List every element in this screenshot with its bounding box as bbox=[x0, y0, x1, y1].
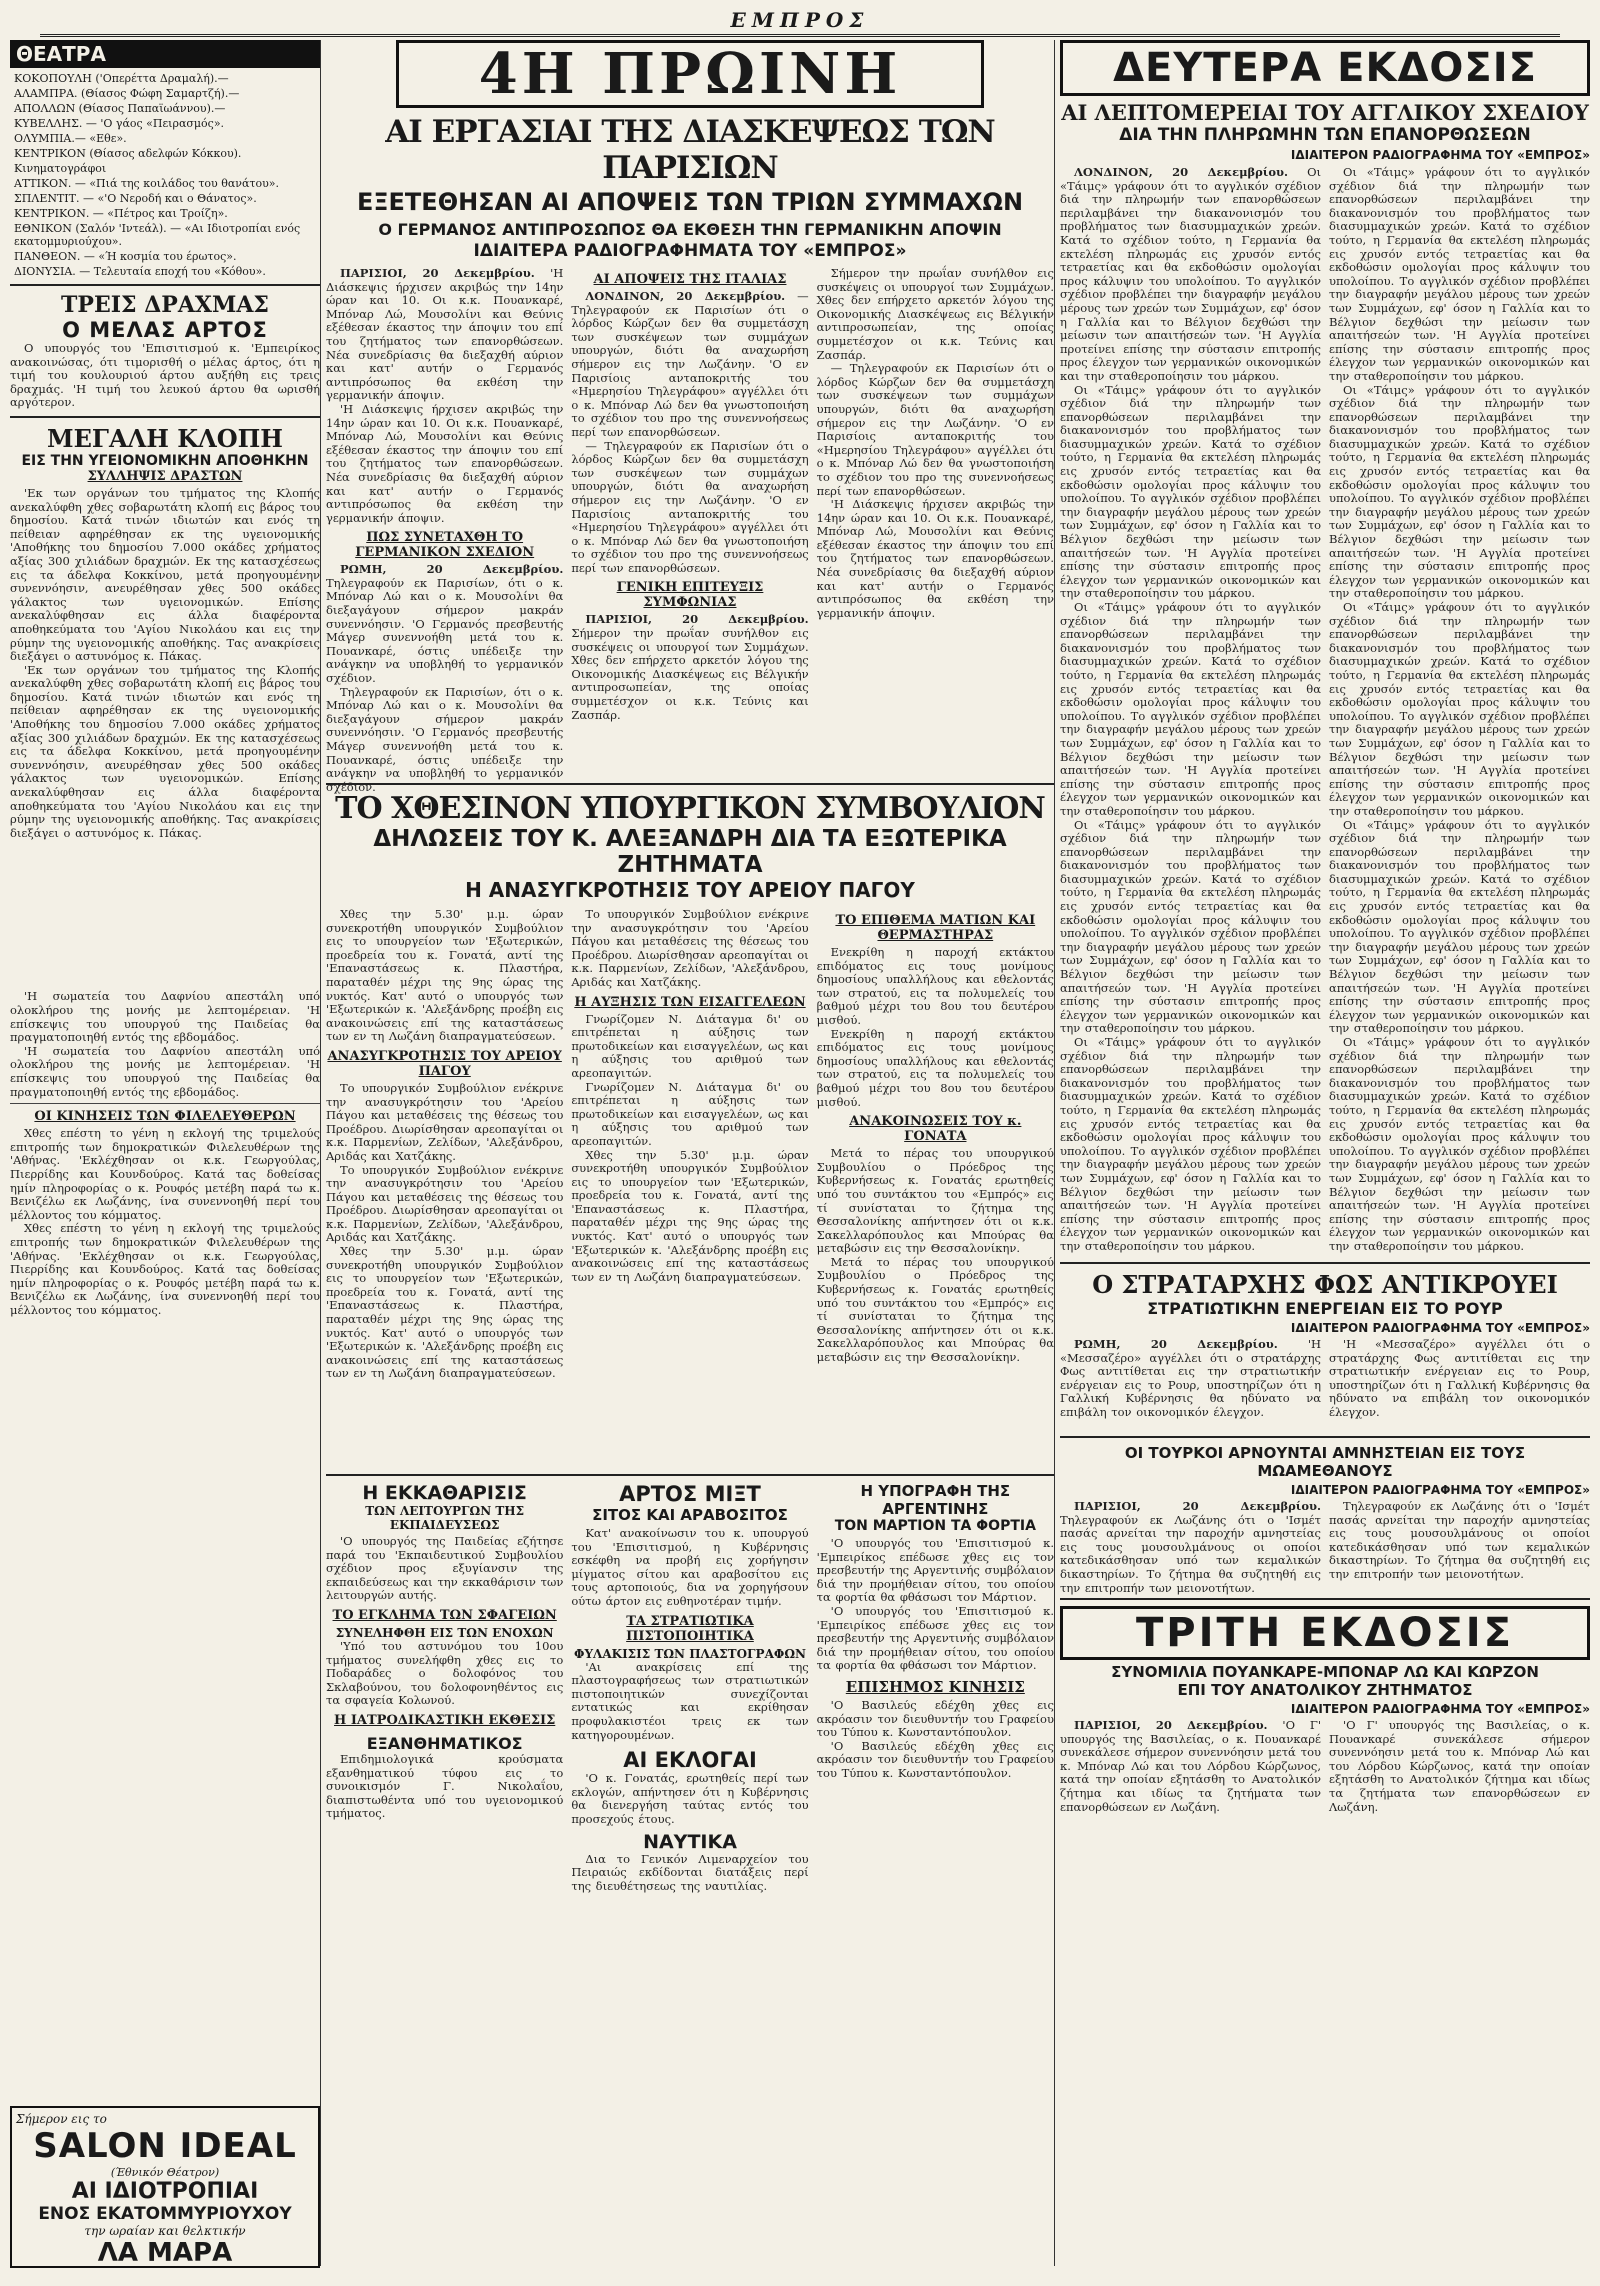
ad-film-title-1: ΑΙ ΙΔΙΟΤΡΟΠΙΑΙ bbox=[71, 2179, 259, 2204]
blank-area bbox=[10, 840, 320, 990]
stratiot-heading: ΤΑ ΣΤΡΑΤΙΩΤΙΚΑ ΠΙΣΤΟΠΟΙΗΤΙΚΑ bbox=[626, 1613, 754, 1644]
newspaper-name: ΕΜΠΡΟΣ bbox=[730, 8, 870, 32]
bread-text: Ο υπουργός του 'Επισιτισμού κ. 'Εμπειρίκος ανακοινώσας, ότι τιμορισθή ο μέλας άρτος, ότι η τιμή του κουλουριού άρτου αυξήθη εις τρεις δραχμάς. 'Η τιμή του λευκού άρτου θα ωρισθή αργότερον. bbox=[10, 341, 320, 410]
german-plan-heading: ΠΩΣ ΣΥΝΕΤΑΧΘΗ ΤΟ ΓΕΡΜΑΝΙΚΟΝ ΣΧΕΔΙΟΝ bbox=[355, 530, 535, 561]
gonata-text-continued: Μετά το πέρας του υπουργικού Συμβουλίου ο Πρόεδρος της Κυβερνήσεως κ. Γονατάς ερωτηθείς υπό του συντάκτου του «Εμπρός» εις τί συνίσταται το ζήτημα της Θεσσαλονίκης απήντησεν ότι οι κ.κ. Σακελλαρόπουλος και Μπούρας θα μεταβώσιν εις την Θεσσαλονίκην. bbox=[816, 1254, 1054, 1365]
right-london-text-2: Οι «Τάιμς» γράφουν ότι το αγγλικόν σχέδιον διά την πληρωμήν των επανορθώσεων περιλαμβάνει την διακανονισμόν του προβλήματος των διασυμμαχικών χρεών. Κατά το σχέδιον τούτο, η Γερμανία θα εκτελέση πληρωμάς εις χρυσόν εντός τετραετίας και θα εκδοθώσιν ομολογίαι προς κάλυψιν του υπολοίπου. Το αγγλικόν σχέδιον προβλέπει την διαγραφήν μεγάλου μέρους των χρεών των Συμμάχων, εφ' όσον η Γαλλία και το Βέλγιον δεχθώσι την μείωσιν των απαιτήσεών των. 'Η Αγγλία προτείνει επίσης την σύστασιν επιτροπής προς έλεγχον των γερμανικών οικονομικών και την σταθεροποίησιν του μάρκου. bbox=[1060, 382, 1321, 601]
right-london-text: Οι «Τάιμς» γράφουν ότι το αγγλικόν σχέδιον διά την πληρωμήν των επανορθώσεων περιλαμβάνει την διακανονισμόν του προβλήματος των διασυμμαχικών χρεών. Κατά το σχέδιον τούτο, η Γερμανία θα εκτελέση πληρωμάς εις χρυσόν εντός τετραετίας και θα εκδοθώσιν ομολογίαι προς κάλυψιν του υπολοίπου. Το αγγλικόν σχέδιον προβλέπει την διαγραφήν μεγάλου μέρους των χρεών των Συμμάχων, εφ' όσον η Γαλλία και το Βέλγιον δεχθώσι την μείωσιν των απαιτήσεών των. 'Η Αγγλία προτείνει επίσης την σύστασιν επιτροπής προς έλεγχον των γερμανικών οικονομικών και την σταθεροποίησιν του μάρκου. bbox=[1060, 165, 1321, 383]
rome2-dateline: ΡΩΜΗ, 20 Δεκεμβρίου. bbox=[1074, 1337, 1278, 1351]
crime-text: 'Υπό του αστυνόμου του 10ου τμήματος συνελήφθη χθες εις το Ποδαράδες ο δολοφόνος του Σκλαβούνου, του δολοφονηθέντος εις τα σφαγεία Κολωνού. bbox=[326, 1638, 564, 1708]
poincare-article bbox=[1060, 1719, 1590, 1814]
theatre-item: ΚΥΒΕΛΛΗΣ. — 'Ο γάος «Πειρασμός». bbox=[14, 117, 225, 130]
areios-text-col2: Το υπουργικόν Συμβούλιον ενέκρινε την ανασυγκρότησιν του 'Αρείου Πάγου και μεταθέσεις της θέσεως του Προέδρου. Διωρίσθησαν αρεοπαγίται οι κ.κ. Παρμενίων, Ζελίδων, 'Αλεξάνδρου, Αριδάς και Χατζάκης. bbox=[571, 907, 809, 989]
poincare-text-continued: 'Ο Γ' υπουργός της Βασιλείας, ο κ. Πουανκαρέ συνεκάλεσε σήμερον συνεννόησιν μετά του κ. Μπόναρ Λώ και του Λόρδου Κώρζωνος, κατά την οποίαν εξητάσθη το Ανατολικόν ζήτημα και ιδίως τα ζητήματα των επανορθώσεων εν Λωζάνη. bbox=[1329, 1718, 1590, 1814]
right-london-text-10: Οι «Τάιμς» γράφουν ότι το αγγλικόν σχέδιον διά την πληρωμήν των επανορθώσεων περιλαμβάνει την διακανονισμόν του προβλήματος των διασυμμαχικών χρεών. Κατά το σχέδιον τούτο, η Γερμανία θα εκτελέση πληρωμάς εις χρυσόν εντός τετραετίας και θα εκδοθώσιν ομολογίαι προς κάλυψιν του υπολοίπου. Το αγγλικόν σχέδιον προβλέπει την διαγραφήν μεγάλου μέρους των χρεών των Συμμάχων, εφ' όσον η Γαλλία και το Βέλγιον δεχθώσι την μείωσιν των απαιτήσεών των. 'Η Αγγλία προτείνει επίσης την σύστασιν επιτροπής προς έλεγχον των γερμανικών οικονομικών και την σταθεροποίησιν του μάρκου. bbox=[1329, 1035, 1590, 1253]
right-london-dateline: ΛΟΝΔΙΝΟΝ, 20 Δεκεμβρίου. bbox=[1074, 165, 1289, 179]
naval-text: Δια το Γενικόν Λιμεναρχείον του Πειραιώς εκδίδονται διατάξεις περί της διευθέτησεως της ναυτιλίας. bbox=[571, 1851, 809, 1893]
medical-heading: Η ΙΑΤΡΟΔΙΚΑΣΤΙΚΗ ΕΚΘΕΣΙΣ bbox=[334, 1712, 556, 1728]
lower-articles bbox=[326, 1482, 1054, 1982]
argentina-text-continued: 'Ο υπουργός του 'Επισιτισμού κ. 'Εμπειρίκος επέδωσε χθες εις τον πρεσβευτήν της Αργεντινής συμβόλαιον διά την προμήθειαν σίτου, του οποίου τα φορτία θα φθάσωσι τον Μάρτιον. bbox=[816, 1603, 1054, 1673]
areios-text-continued: Το υπουργικόν Συμβούλιον ενέκρινε την ανασυγκρότησιν του 'Αρείου Πάγου και μεταθέσεις της θέσεως του Προέδρου. Διωρίσθησαν αρεοπαγίται οι κ.κ. Παρμενίων, Ζελίδων, 'Αλεξάνδρου, Αριδάς και Χατζάκης. bbox=[326, 1162, 564, 1245]
italy-views-heading: ΑΙ ΑΠΟΨΕΙΣ ΤΗΣ ΙΤΑΛΙΑΣ bbox=[593, 272, 787, 287]
argentina-text: 'Ο υπουργός του 'Επισιτισμού κ. 'Εμπειρίκος επέδωσε χθες εις τον πρεσβευτήν της Αργεντινής συμβόλαιον διά την προμήθειαν σίτου, του οποίου τα φορτία θα φθάσωσι τον Μάρτιον. bbox=[816, 1536, 1054, 1605]
paris-articles bbox=[326, 266, 1054, 794]
paris-dateline: ΠΑΡΙΣΙΟΙ, 20 Δεκεμβρίου. bbox=[340, 266, 535, 280]
poincare-text: 'Ο Γ' υπουργός της Βασιλείας, ο κ. Πουανκαρέ συνεκάλεσε σήμερον συνεννόησιν μετά του κ. Μπόναρ Λώ και του Λόρδου Κώρζωνος, κατά την οποίαν εξητάσθη το Ανατολικόν ζήτημα και ιδίως τα ζητήματα των επανορθώσεων εν Λωζάνη. bbox=[1060, 1718, 1321, 1814]
fever-text: Επιδημιολογικά κρούσματα εξανθηματικού τύφου εις το συνοικισμόν Γ. Νικολαΐου, διαπιστωθέντα υπό του υγειονομικού τμήματος. bbox=[326, 1751, 564, 1821]
purge-text: 'Ο υπουργός της Παιδείας εζήτησε παρά του 'Εκπαιδευτικού Συμβουλίου σχέδιον προς εξυγίανσιν της εκπαιδεύσεως και την εκκαθάρισιν των λειτουργών αυτής. bbox=[326, 1534, 564, 1603]
cabinet-articles bbox=[326, 908, 1054, 1468]
edition-title-3rd: ΤΡΙΤΗ ΕΚΔΟΣΙΣ bbox=[1060, 1606, 1590, 1660]
special-radio-3: ΙΔΙΑΙΤΕΡΟΝ ΡΑΔΙΟΓΡΑΦΗΜΑ ΤΟΥ «ΕΜΠΡΟΣ» bbox=[1290, 1321, 1590, 1335]
theatre-title: ΘΕΑΤΡΑ bbox=[10, 40, 320, 68]
theatre-item: ΟΛΥΜΠΙΑ.— «Εθε». bbox=[14, 132, 127, 145]
theatre-item: ΣΠΛΕΝΤΙΤ. — «'Ο Νεροδή και ο Θάνατος». bbox=[14, 192, 257, 205]
ad-film-title-3: την ωραίαν και θελκτικήν bbox=[84, 2224, 246, 2238]
theft-subtitle: ΕΙΣ ΤΗΝ ΥΓΕΙΟΝΟΜΙΚΗΝ ΑΠΟΘΗΚΗΝ bbox=[21, 452, 309, 469]
stratiot-text: 'Αι ανακρίσεις επί της πλαστογραφήσεως των στρατιωτικών πιστοποιητικών συνεχίζονται εντατικώς και εκρίθησαν προφυλακιστέοι τρεις εκ των κατηγορουμένων. bbox=[571, 1659, 809, 1742]
paris-conference-subheadline: ΕΞΕΤΕΘΗΣΑΝ ΑΙ ΑΠΟΨΕΙΣ ΤΩΝ ΤΡΙΩΝ ΣΥΜΜΑΧΩΝ bbox=[356, 188, 1024, 216]
plast-text-continued: Ενεκρίθη η παροχή εκτάκτου επιδόματος εις τους μονίμους δημοσίους υπαλλήλους και εθελοντάς των στρατού, εις τα πολυμελείς του βαθμού μέχρι του 8ου του δευτέρου μισθού. bbox=[816, 1026, 1054, 1109]
edition-title-4th: 4Η ΠΡΩΙΝΗ bbox=[396, 40, 984, 108]
mixed-bread-subheadline: ΣΙΤΟΣ ΚΑΙ ΑΡΑΒΟΣΙΤΟΣ bbox=[592, 1506, 788, 1524]
right-london-text-9: Οι «Τάιμς» γράφουν ότι το αγγλικόν σχέδιον διά την πληρωμήν των επανορθώσεων περιλαμβάνει την διακανονισμόν του προβλήματος των διασυμμαχικών χρεών. Κατά το σχέδιον τούτο, η Γερμανία θα εκτελέση πληρωμάς εις χρυσόν εντός τετραετίας και θα εκδοθώσιν ομολογίαι προς κάλυψιν του υπολοίπου. Το αγγλικόν σχέδιον προβλέπει την διαγραφήν μεγάλου μέρους των χρεών των Συμμάχων, εφ' όσον η Γαλλία και το Βέλγιον δεχθώσι την μείωσιν των απαιτήσεών των. 'Η Αγγλία προτείνει επίσης την σύστασιν επιτροπής προς έλεγχον των γερμανικών οικονομικών και την σταθεροποίησιν του μάρκου. bbox=[1329, 817, 1590, 1036]
right-london-text-4: Οι «Τάιμς» γράφουν ότι το αγγλικόν σχέδιον διά την πληρωμήν των επανορθώσεων περιλαμβάνει την διακανονισμόν του προβλήματος των διασυμμαχικών χρεών. Κατά το σχέδιον τούτο, η Γερμανία θα εκτελέση πληρωμάς εις χρυσόν εντός τετραετίας και θα εκδοθώσιν ομολογίαι προς κάλυψιν του υπολοίπου. Το αγγλικόν σχέδιον προβλέπει την διαγραφήν μεγάλου μέρους των χρεών των Συμμάχων, εφ' όσον η Γαλλία και το Βέλγιον δεχθώσι την μείωσιν των απαιτήσεών των. 'Η Αγγλία προτείνει επίσης την σύστασιν επιτροπής προς έλεγχον των γερμανικών οικονομικών και την σταθεροποίησιν του μάρκου. bbox=[1060, 817, 1321, 1036]
movement-heading: ΕΠΙΣΗΜΟΣ ΚΙΝΗΣΙΣ bbox=[845, 1677, 1025, 1696]
rome-dateline: ΡΩΜΗ, 20 Δεκεμβρίου. bbox=[340, 562, 564, 577]
paris2-text: Σήμερον την πρωΐαν συνήλθον εις συσκέψεις οι υπουργοί των Συμμάχων. Χθες δεν επήρχετο αρκετόν λόγου της Οικονομικής Διασκέψεως εις Βέλγικήν αντιπροσωπείαν, της οποίας συμμετέσχον οι κ.κ. Τεύνις και Ζασπάρ. bbox=[571, 626, 809, 722]
judges-heading: Η ΑΥΞΗΣΙΣ ΤΩΝ ΕΙΣΑΓΓΕΛΕΩΝ bbox=[574, 994, 806, 1010]
edition-title-2nd: ΔΕΥΤΕΡΑ ΕΚΔΟΣΙΣ bbox=[1060, 40, 1590, 96]
theatre-list bbox=[10, 68, 320, 278]
paris2-dateline: ΠΑΡΙΣΙΟΙ, 20 Δεκεμβρίου. bbox=[585, 612, 809, 627]
plast-heading: ΤΟ ΕΠΙΘΕΜΑ ΜΑΤΙΩΝ ΚΑΙ ΘΕΡΜΑΣΤΗΡΑΣ bbox=[835, 913, 1036, 943]
middle-column bbox=[326, 40, 1055, 2266]
plast-text: Ενεκρίθη η παροχή εκτάκτου επιδόματος εις τους μονίμους δημοσίους υπαλλήλους και εθελοντάς των στρατού, εις τα πολυμελείς του βαθμού μέχρι του 8ου του δευτέρου μισθού. bbox=[816, 945, 1054, 1027]
turks-text: Τηλεγραφούν εκ Λωζάνης ότι ο 'Ισμέτ πασάς αρνείται την παροχήν αμνηστείας εις τους μουσουλμάνους οι οποίοι κατεδικάσθησαν υπό των κεμαλικών δικαστηρίων. Το ζήτημα θα συζητηθή εις την επιτροπήν των μειονοτήτων. bbox=[1060, 1512, 1321, 1595]
london-dateline: ΛΟΝΔΙΝΟΝ, 20 Δεκεμβρίου. bbox=[585, 289, 786, 303]
areios-text: Το υπουργικόν Συμβούλιον ενέκρινε την ανασυγκρότησιν του 'Αρείου Πάγου και μεταθέσεις της θέσεως του Προέδρου. Διωρίσθησαν αρεοπαγίται οι κ.κ. Παρμενίων, Ζελίδων, 'Αλεξάνδρου, Αριδάς και Χατζάκης. bbox=[326, 1080, 564, 1163]
purge-headline: Η ΕΚΚΑΘΑΡΙΣΙΣ bbox=[362, 1482, 527, 1504]
movement-text-continued: 'Ο Βασιλεύς εδέχθη χθες εις ακρόασιν τον διευθυντήν του Γραφείου του Τύπου κ. Κωνσταντόπουλον. bbox=[816, 1738, 1054, 1780]
fever-heading: ΕΞΑΝΘΗΜΑΤΙΚΟΣ bbox=[366, 1733, 523, 1753]
english-plan-headline: ΑΙ ΛΕΠΤΟΜΕΡΕΙΑΙ ΤΟΥ ΑΓΓΛΙΚΟΥ ΣΧΕΔΙΟΥ bbox=[1061, 100, 1589, 125]
london-text: — Τηλεγραφούν εκ Παρισίων ότι ο λόρδος Κώρζων δεν θα συμμετάσχη των συσκέψεων των συμμάχων υπουργών, διότι θα αναχωρήση σήμερον εις την Λωζάνην. 'Ο εν Παρισίοις ανταποκριτής του «Ημερησίου Τηλεγράφου» αγγέλλει ότι ο κ. Μπόναρ Λώ δεν θα γνωστοποιήση το σχέδιον του προ της συνεννοήσεως περί των επανορθώσεων. bbox=[571, 289, 809, 439]
argentina-subheadline: ΤΟΝ ΜΑΡΤΙΟΝ ΤΑ ΦΟΡΤΙΑ bbox=[834, 1518, 1036, 1534]
mixed-bread-text: Κατ' ανακοίνωσιν του κ. υπουργού του 'Επισιτισμού, η Κυβέρνησις εσκέφθη να προβή εις χορήγησιν μίγματος σίτου και αραβοσίτου εις τους αρτοποιούς, δια να χορηγήσουν ούτω άρτον εις ευθηνοτέραν τιμήν. bbox=[571, 1526, 809, 1608]
right-london-text-3: Οι «Τάιμς» γράφουν ότι το αγγλικόν σχέδιον διά την πληρωμήν των επανορθώσεων περιλαμβάνει την διακανονισμόν του προβλήματος των διασυμμαχικών χρεών. Κατά το σχέδιον τούτο, η Γερμανία θα εκτελέση πληρωμάς εις χρυσόν εντός τετραετίας και θα εκδοθώσιν ομολογίαι προς κάλυψιν του υπολοίπου. Το αγγλικόν σχέδιον προβλέπει την διαγραφήν μεγάλου μέρους των χρεών των Συμμάχων, εφ' όσον η Γαλλία και το Βέλγιον δεχθώσι την μείωσιν των απαιτήσεών των. 'Η Αγγλία προτείνει επίσης την σύστασιν επιτροπής προς έλεγχον των γερμανικών οικονομικών και την σταθεροποίησιν του μάρκου. bbox=[1060, 600, 1321, 818]
theft-subtitle-2: ΣΥΛΛΗΨΙΣ ΔΡΑΣΤΩΝ bbox=[87, 468, 243, 484]
rome-text-continued: Τηλεγραφούν εκ Παρισίων, ότι ο κ. Μπόναρ Λώ και ο κ. Μουσολίνι θα διεξαγάγουν σήμερον μακράν συνεννόησιν. 'Ο Γερμανός πρεσβευτής Μάγερ συνεννοήθη μετά του κ. Πουανκαρέ, όστις υπέδειξε την ανάγκην να υποβληθή το γερμανικόν σχέδιον. bbox=[326, 684, 564, 794]
right-london-text-8: Οι «Τάιμς» γράφουν ότι το αγγλικόν σχέδιον διά την πληρωμήν των επανορθώσεων περιλαμβάνει την διακανονισμόν του προβλήματος των διασυμμαχικών χρεών. Κατά το σχέδιον τούτο, η Γερμανία θα εκτελέση πληρωμάς εις χρυσόν εντός τετραετίας και θα εκδοθώσιν ομολογίαι προς κάλυψιν του υπολοίπου. Το αγγλικόν σχέδιον προβλέπει την διαγραφήν μεγάλου μέρους των χρεών των Συμμάχων, εφ' όσον η Γαλλία και το Βέλγιον δεχθώσι την μείωσιν των απαιτήσεών των. 'Η Αγγλία προτείνει επίσης την σύστασιν επιτροπής προς έλεγχον των γερμανικών οικονομικών και την σταθεροποίησιν του μάρκου. bbox=[1329, 600, 1590, 818]
theatre-item: ΑΤΤΙΚΟΝ. — «Πιά της κοιλάδος του θανάτου». bbox=[14, 177, 279, 190]
paris2-text-continued: Σήμερον την πρωΐαν συνήλθον εις συσκέψεις οι υπουργοί των Συμμάχων. Χθες δεν επήρχετο αρκετόν λόγου της Οικονομικής Διασκέψεως εις Βέλγικήν αντιπροσωπείαν, της οποίας συμμετέσχον οι κ.κ. Τεύνις και Ζασπάρ. bbox=[816, 266, 1054, 362]
dafni-text-continued: 'Η σωματεία του Δαφνίου απεστάλη υπό ολοκλήρου της μονής με λεπτομέρειαν. 'Η επίσκεψις του υπουργού της Παιδείας θα πραγματοποιηθή εντός της εβδομάδος. bbox=[10, 1043, 320, 1099]
areios-pagos-headline: Η ΑΝΑΣΥΓΚΡΟΤΗΣΙΣ ΤΟΥ ΑΡΕΙΟΥ ΠΑΓΟΥ bbox=[465, 878, 915, 902]
foch-text: 'Η «Μεσσαζέρο» αγγέλλει ότι ο στρατάρχης Φως αντιτίθεται εις την στρατιωτικήν ενέργειαν εις το Ρουρ, υποστηρίζων ότι η Γαλλική Κυβέρνησις θα ηδύνατο να επιβάλη τον οικονομικόν έλεγχον. bbox=[1060, 1337, 1322, 1419]
areios-heading: ΑΝΑΣΥΓΚΡΟΤΗΣΙΣ ΤΟΥ ΑΡΕΙΟΥ ΠΑΓΟΥ bbox=[327, 1048, 562, 1079]
theft-title: ΜΕΓΑΛΗ ΚΛΟΠΗ bbox=[47, 423, 283, 453]
stratiot-subheading: ΦΥΛΑΚΙΣΙΣ ΤΩΝ ΠΛΑΣΤΟΓΡΑΦΩΝ bbox=[574, 1646, 806, 1661]
dafni-text: 'Η σωματεία του Δαφνίου απεστάλη υπό ολοκλήρου της μονής με λεπτομέρειαν. 'Η επίσκεψις του υπουργού της Παιδείας θα πραγματοποιηθή εντός της εβδομάδος. bbox=[10, 989, 320, 1045]
movement-text: 'Ο Βασιλεύς εδέχθη χθες εις ακρόασιν τον διευθυντήν του Γραφείου του Τύπου κ. Κωνσταντόπουλον. bbox=[816, 1697, 1054, 1740]
english-plan-article bbox=[1060, 166, 1590, 1256]
ad-salon-name: SALON IDEAL bbox=[33, 2126, 297, 2166]
argentina-headline: Η ΥΠΟΓΡΑΦΗ ΤΗΣ ΑΡΓΕΝΤΙΝΗΣ bbox=[860, 1482, 1011, 1518]
foch-article bbox=[1060, 1338, 1590, 1430]
paris-text-repeat: 'Η Διάσκεψις ήρχισεν ακριβώς την 14ην ώραν και 10. Οι κ.κ. Πουανκαρέ, Μπόναρ Λώ, Μουσολίνι και Θεύνις εξέθεσαν έκαστος την άποψιν του επί του ζητήματος των επανορθώσεων. Νέα συνεδρίασις θα διεξαχθή αύριον και κατ' αυτήν ο Γερμανός αντιπρόσωπος θα εκθέση την γερμανικήν άποψιν. bbox=[816, 497, 1054, 620]
bread-title: ΤΡΕΙΣ ΔΡΑΧΜΑΣ bbox=[61, 292, 269, 318]
cabinet-subheadline: ΔΗΛΩΣΕΙΣ ΤΟΥ Κ. ΑΛΕΞΑΝΔΡΗ ΔΙΑ ΤΑ ΕΞΩΤΕΡΙΚΑ ΖΗΤΗΜΑΤΑ bbox=[373, 826, 1007, 878]
right-london-text-7: Οι «Τάιμς» γράφουν ότι το αγγλικόν σχέδιον διά την πληρωμήν των επανορθώσεων περιλαμβάνει την διακανονισμόν του προβλήματος των διασυμμαχικών χρεών. Κατά το σχέδιον τούτο, η Γερμανία θα εκτελέση πληρωμάς εις χρυσόν εντός τετραετίας και θα εκδοθώσιν ομολογίαι προς κάλυψιν του υπολοίπου. Το αγγλικόν σχέδιον προβλέπει την διαγραφήν μεγάλου μέρους των χρεών των Συμμάχων, εφ' όσον η Γαλλία και το Βέλγιον δεχθώσι την μείωσιν των απαιτήσεών των. 'Η Αγγλία προτείνει επίσης την σύστασιν επιτροπής προς έλεγχον των γερμανικών οικονομικών και την σταθεροποίησιν του μάρκου. bbox=[1329, 382, 1590, 601]
elections-heading: ΑΙ ΕΚΛΟΓΑΙ bbox=[623, 1748, 757, 1773]
ad-salon-sub: (Έθνικόν Θέατρον) bbox=[110, 2166, 220, 2179]
mixed-bread-headline: ΑΡΤΟΣ ΜΙΞΤ bbox=[619, 1482, 761, 1506]
volunteers-text: Χθες επέστη το γένη η εκλογή της τριμελούς επιτροπής των δημοκρατικών Φιλελευθέρων της 'Αθήνας. 'Εκλέχθησαν οι κ.κ. Γεωργούλας, Πιερρίδης και Κουνδούρος. Κατά τας δοθείσας ημίν πληροφορίας ο κ. Ρουφός μετέβη παρά τω κ. Βενιζέλω εκ Λωζάνης, ίνα συνεννοηθή περί του μέλλοντος του κόμματος. bbox=[10, 1126, 320, 1222]
cabinet-text-col2: Χθες την 5.30' μ.μ. ώραν συνεκροτήθη υπουργικόν Συμβούλιον εις το υπουργείον των 'Εξωτερικών, προεδρεία του κ. Γονατά, αντί της 'Επαναστάσεως κ. Πλαστήρα, παραταθέν μέχρι της 9ης ώρας της νυκτός. Κατ' αυτό ο υπουργός των 'Εξωτερικών κ. 'Αλεξάνδρης προέβη εις ανακοινώσεις επί της καταστάσεως των εν τη Λωζάνη διαπραγματεύσεων. bbox=[571, 1147, 809, 1284]
foch-text-continued: 'Η «Μεσσαζέρο» αγγέλλει ότι ο στρατάρχης Φως αντιτίθεται εις την στρατιωτικήν ενέργειαν εις το Ρουρ, υποστηρίζων ότι η Γαλλική Κυβέρνησις θα ηδύνατο να επιβάλη τον οικονομικόν έλεγχον. bbox=[1329, 1337, 1590, 1419]
theatre-item: ΚΕΝΤΡΙΚΟΝ (Θίασος αδελφών Κόκκου). bbox=[14, 147, 242, 160]
paris-conference-headline: ΑΙ ΕΡΓΑΣΙΑΙ ΤΗΣ ΔΙΑΣΚΕΨΕΩΣ ΤΩΝ ΠΑΡΙΣΙΩΝ bbox=[385, 114, 995, 186]
right-column bbox=[1060, 40, 1590, 2266]
rome-text: Τηλεγραφούν εκ Παρισίων, ότι ο κ. Μπόναρ Λώ και ο κ. Μουσολίνι θα διεξαγάγουν σήμερον μακράν συνεννόησιν. 'Ο Γερμανός πρεσβευτής Μάγερ συνεννοήθη μετά του κ. Πουανκαρέ, όστις υπέδειξε την ανάγκην να υποβληθή το γερμανικόν σχέδιον. bbox=[326, 575, 564, 686]
turks-text-continued: Τηλεγραφούν εκ Λωζάνης ότι ο 'Ισμέτ πασάς αρνείται την παροχήν αμνηστείας εις τους μουσουλμάνους οι οποίοι κατεδικάσθησαν υπό των κεμαλικών δικαστηρίων. Το ζήτημα θα συζητηθή εις την επιτροπήν των μειονοτήτων. bbox=[1329, 1499, 1590, 1581]
left-column bbox=[10, 40, 321, 2266]
theatre-item: ΔΙΟΝΥΣΙΑ. — Τελευταία εποχή του «Κόθου». bbox=[14, 265, 266, 278]
theatre-item: ΚΟΚΟΠΟΥΛΗ ('Οπερέττα Δραμαλή).— bbox=[14, 72, 229, 85]
german-delegate-headline: Ο ΓΕΡΜΑΝΟΣ ΑΝΤΙΠΡΟΣΩΠΟΣ ΘΑ ΕΚΘΕΣΗ ΤΗΝ ΓΕΡΜΑΝΙΚΗΝ ΑΠΟΨΙΝ bbox=[378, 220, 1002, 239]
poincare-headline: ΣΥΝΟΜΙΛΙΑ ΠΟΥΑΝΚΑΡΕ-ΜΠΟΝΑΡ ΛΩ ΚΑΙ ΚΩΡΖΟΝ bbox=[1111, 1663, 1539, 1681]
cabinet-text: Χθες την 5.30' μ.μ. ώραν συνεκροτήθη υπουργικόν Συμβούλιον εις το υπουργείον των 'Εξωτερικών, προεδρεία του κ. Γονατά, αντί της 'Επαναστάσεως κ. Πλαστήρα, παραταθέν μέχρι της 9ης ώρας της νυκτός. Κατ' αυτό ο υπουργός των 'Εξωτερικών κ. 'Αλεξάνδρης προέβη εις ανακοινώσεις επί της καταστάσεως των εν τη Λωζάνη διαπραγματεύσεων. bbox=[326, 907, 564, 1044]
poincare-subheadline: ΕΠΙ ΤΟΥ ΑΝΑΤΟΛΙΚΟΥ ΖΗΤΗΜΑΤΟΣ bbox=[1177, 1681, 1473, 1699]
agreement-heading: ΓΕΝΙΚΗ ΕΠΙΤΕΥΞΙΣ ΣΥΜΦΩΝΙΑΣ bbox=[616, 580, 764, 611]
purge-subheadline: ΤΩΝ ΛΕΙΤΟΥΡΓΩΝ ΤΗΣ ΕΚΠΑΙΔΕΥΣΕΩΣ bbox=[365, 1504, 525, 1532]
right-london-text-5: Οι «Τάιμς» γράφουν ότι το αγγλικόν σχέδιον διά την πληρωμήν των επανορθώσεων περιλαμβάνει την διακανονισμόν του προβλήματος των διασυμμαχικών χρεών. Κατά το σχέδιον τούτο, η Γερμανία θα εκτελέση πληρωμάς εις χρυσόν εντός τετραετίας και θα εκδοθώσιν ομολογίαι προς κάλυψιν του υπολοίπου. Το αγγλικόν σχέδιον προβλέπει την διαγραφήν μεγάλου μέρους των χρεών των Συμμάχων, εφ' όσον η Γαλλία και το Βέλγιον δεχθώσι την μείωσιν των απαιτήσεών των. 'Η Αγγλία προτείνει επίσης την σύστασιν επιτροπής προς έλεγχον των γερμανικών οικονομικών και την σταθεροποίησιν του μάρκου. bbox=[1060, 1035, 1321, 1253]
theatre-item: ΚΕΝΤΡΙΚΟΝ. — «Πέτρος και Τροίζη». bbox=[14, 207, 228, 220]
turks-headline: ΟΙ ΤΟΥΡΚΟΙ ΑΡΝΟΥΝΤΑΙ ΑΜΝΗΣΤΕΙΑΝ ΕΙΣ ΤΟΥΣ ΜΩΑΜΕΘΑΝΟΥΣ bbox=[1124, 1444, 1526, 1480]
special-radio-5: ΙΔΙΑΙΤΕΡΟΝ ΡΑΔΙΟΓΡΑΦΗΜΑ ΤΟΥ «ΕΜΠΡΟΣ» bbox=[1290, 1702, 1590, 1716]
theatre-item: ΑΛΑΜΠΡΑ. (Θίασος Φώφη Σαμαρτζή).— bbox=[14, 87, 240, 100]
english-plan-subheadline: ΔΙΑ ΤΗΝ ΠΛΗΡΩΜΗΝ ΤΩΝ ΕΠΑΝΟΡΘΩΣΕΩΝ bbox=[1119, 125, 1531, 145]
bread-subtitle: Ο ΜΕΛΑΣ ΑΡΤΟΣ bbox=[62, 318, 268, 342]
foch-subheadline: ΣΤΡΑΤΙΩΤΙΚΗΝ ΕΝΕΡΓΕΙΑΝ ΕΙΣ ΤΟ ΡΟΥΡ bbox=[1147, 1299, 1503, 1318]
turks-article bbox=[1060, 1499, 1590, 1595]
elections-text: 'Ο κ. Γονατάς, ερωτηθείς περί των εκλογών, απήντησεν ότι η Κυβέρνησις θα διενεργήση ταύτας εντός του προσεχούς έτους. bbox=[571, 1771, 809, 1826]
masthead bbox=[40, 6, 1560, 37]
theatre-item: ΑΠΟΛΛΩΝ (Θίασος Παπαϊωάννου).— bbox=[14, 102, 226, 115]
gonata-heading: ΑΝΑΚΟΙΝΩΣΕΙΣ ΤΟΥ κ. ΓΟΝΑΤΑ bbox=[849, 1114, 1022, 1145]
paris-text: 'Η Διάσκεψις ήρχισεν ακριβώς την 14ην ώραν και 10. Οι κ.κ. Πουανκαρέ, Μπόναρ Λώ, Μουσολίνι και Θεύνις εξέθεσαν έκαστος την άποψιν του επί του ζητήματος των επανορθώσεων. Νέα συνεδρίασις θα διεξαχθή αύριον και κατ' αυτήν ο Γερμανός αντιπρόσωπος θα εκθέση την γερμανικήν άποψιν. bbox=[326, 266, 564, 403]
special-radio-1: ΙΔΙΑΙΤΕΡΑ ΡΑΔΙΟΓΡΑΦΗΜΑΤΑ ΤΟΥ «ΕΜΠΡΟΣ» bbox=[473, 241, 907, 261]
gonata-text: Μετά το πέρας του υπουργικού Συμβουλίου ο Πρόεδρος της Κυβερνήσεως κ. Γονατάς ερωτηθείς υπό του συντάκτου του «Εμπρός» εις τί συνίσταται το ζήτημα της Θεσσαλονίκης απήντησεν ότι οι κ.κ. Σακελλαρόπουλος και Μπούρας θα μεταβώσιν εις την Θεσσαλονίκην. bbox=[816, 1146, 1054, 1256]
special-radio-4: ΙΔΙΑΙΤΕΡΟΝ ΡΑΔΙΟΓΡΑΦΗΜΑ ΤΟΥ «ΕΜΠΡΟΣ» bbox=[1290, 1483, 1590, 1497]
foch-headline: Ο ΣΤΡΑΤΑΡΧΗΣ ΦΩΣ ΑΝΤΙΚΡΟΥΕΙ bbox=[1092, 1270, 1558, 1299]
right-london-text-6: Οι «Τάιμς» γράφουν ότι το αγγλικόν σχέδιον διά την πληρωμήν των επανορθώσεων περιλαμβάνει την διακανονισμόν του προβλήματος των διασυμμαχικών χρεών. Κατά το σχέδιον τούτο, η Γερμανία θα εκτελέση πληρωμάς εις χρυσόν εντός τετραετίας και θα εκδοθώσιν ομολογίαι προς κάλυψιν του υπολοίπου. Το αγγλικόν σχέδιον προβλέπει την διαγραφήν μεγάλου μέρους των χρεών των Συμμάχων, εφ' όσον η Γαλλία και το Βέλγιον δεχθώσι την μείωσιν των απαιτήσεών των. 'Η Αγγλία προτείνει επίσης την σύστασιν επιτροπής προς έλεγχον των γερμανικών οικονομικών και την σταθεροποίησιν του μάρκου. bbox=[1329, 165, 1590, 383]
judges-text: Γνωρίζομεν Ν. Διάταγμα δι' ου επιτρέπεται η αύξησις των πρωτοδικείων και εισαγγελέων, ως και η αύξησις του αριθμού των αρεοπαγιτών. bbox=[571, 1011, 809, 1080]
ad-film-title-2: ΕΝΟΣ ΕΚΑΤΟΜΜΥΡΙΟΥΧΟΥ bbox=[38, 2204, 292, 2224]
theatre-item: ΕΘΝΙΚΟΝ (Σαλόν 'Ιντεάλ). — «Αι Ιδιοτροπίαι ενός εκατομμυριούχου». bbox=[14, 222, 301, 248]
london-text-continued: — Τηλεγραφούν εκ Παρισίων ότι ο λόρδος Κώρζων δεν θα συμμετάσχη των συσκέψεων των συμμάχων υπουργών, διότι θα αναχωρήση σήμερον εις την Λωζάνην. 'Ο εν Παρισίοις ανταποκριτής του «Ημερησίου Τηλεγράφου» αγγέλλει ότι ο κ. Μπόναρ Λώ δεν θα γνωστοποιήση το σχέδιον του προ της συνεννοήσεως περί των επανορθώσεων. bbox=[571, 438, 809, 575]
theatre-item: ΠΑΝΘΕΟΝ. — «Ή κοσμία του έρωτος». bbox=[14, 250, 237, 263]
turks-dateline: ΠΑΡΙΣΙΟΙ, 20 Δεκεμβρίου. bbox=[1074, 1499, 1321, 1513]
judges-text-continued: Γνωρίζομεν Ν. Διάταγμα δι' ου επιτρέπεται η αύξησις των πρωτοδικείων και εισαγγελέων, ως και η αύξησις του αριθμού των αρεοπαγιτών. bbox=[571, 1079, 809, 1148]
ad-actress: ΛΑ ΜΑΡΑ bbox=[97, 2238, 233, 2268]
volunteers-heading: ΟΙ ΚΙΝΗΣΕΙΣ ΤΩΝ ΦΙΛΕΛΕΥΘΕΡΩΝ bbox=[34, 1109, 296, 1125]
london-text-repeat: — Τηλεγραφούν εκ Παρισίων ότι ο λόρδος Κώρζων δεν θα συμμετάσχη των συσκέψεων των συμμάχων υπουργών, διότι θα αναχωρήση σήμερον εις την Λωζάνην. 'Ο εν Παρισίοις ανταποκριτής του «Ημερησίου Τηλεγράφου» αγγέλλει ότι ο κ. Μπόναρ Λώ δεν θα γνωστοποιήση το σχέδιον του προ της συνεννοήσεως περί των επανορθώσεων. bbox=[816, 361, 1054, 498]
volunteers-text-continued: Χθες επέστη το γένη η εκλογή της τριμελούς επιτροπής των δημοκρατικών Φιλελευθέρων της 'Αθήνας. 'Εκλέχθησαν οι κ.κ. Γεωργούλας, Πιερρίδης και Κουνδούρος. Κατά τας δοθείσας ημίν πληροφορίας ο κ. Ρουφός μετέβη παρά τω κ. Βενιζέλω εκ Λωζάνης, ίνα συνεννοηθή περί του μέλλοντος του κόμματος. bbox=[10, 1221, 320, 1317]
naval-heading: ΝΑΥΤΙΚΑ bbox=[643, 1830, 737, 1853]
theatre-item: Κινηματογράφοι bbox=[14, 162, 107, 175]
theft-text: 'Εκ των οργάνων του τμήματος της Κλοπής ανεκαλύφθη χθες σοβαρωτάτη κλοπή εις βάρος του δημοσίου. Κατά τινών ιδιωτών και ενός τη πείθειαν αφηρέθησαν εκ της υγειονομικής 'Αποθήκης του δημοσίου 7.000 οκάδες χρήματος αξίας 300 χιλιάδων δραχμών. Εκ της κατασχέσεως εις τα άδελφα Κοκκίνου, μετά προηγουμένην συνεννόησιν, ανευρέθησαν χθες 500 οκάδες γάλακτος των υγειονομικών. Επίσης ανεκαλύφθησαν εις άλλα διαφέροντα αποθηκεύματα του 'Αγίου Νικολάου και εις την ρύμην της υγειονομικής αποθήκης. Τας ανακρίσεις διεξάγει ο αστυνόμος κ. Πάκας. bbox=[10, 485, 320, 664]
theft-text-continued: 'Εκ των οργάνων του τμήματος της Κλοπής ανεκαλύφθη χθες σοβαρωτάτη κλοπή εις βάρος του δημοσίου. Κατά τινών ιδιωτών και ενός τη πείθειαν αφηρέθησαν εκ της υγειονομικής 'Αποθήκης του δημοσίου 7.000 οκάδες χρήματος αξίας 300 χιλιάδων δραχμών. Εκ της κατασχέσεως εις τα άδελφα Κοκκίνου, μετά προηγουμένην συνεννόησιν, ανευρέθησαν χθες 500 οκάδες γάλακτος των υγειονομικών. Επίσης ανεκαλύφθησαν εις άλλα διαφέροντα αποθηκεύματα του 'Αγίου Νικολάου και εις την ρύμην της υγειονομικής αποθήκης. Τας ανακρίσεις διεξάγει ο αστυνόμος κ. Πάκας. bbox=[10, 662, 320, 840]
paris3-dateline: ΠΑΡΙΣΙΟΙ, 20 Δεκεμβρίου. bbox=[1074, 1718, 1268, 1732]
salon-ideal-ad bbox=[10, 2106, 320, 2266]
crime-heading: ΤΟ ΕΓΚΛΗΜΑ ΤΩΝ ΣΦΑΓΕΙΩΝ bbox=[332, 1607, 557, 1623]
cabinet-headline: ΤΟ ΧΘΕΣΙΝΟΝ ΥΠΟΥΡΓΙΚΟΝ ΣΥΜΒΟΥΛΙΟΝ bbox=[335, 791, 1045, 826]
crime-subheading: ΣΥΝΕΛΗΦΘΗ ΕΙΣ ΤΩΝ ΕΝΟΧΩΝ bbox=[335, 1625, 554, 1640]
paris-text-continued: 'Η Διάσκεψις ήρχισεν ακριβώς την 14ην ώραν και 10. Οι κ.κ. Πουανκαρέ, Μπόναρ Λώ, Μουσολίνι και Θεύνις εξέθεσαν έκαστος την άποψιν του επί του ζητήματος των επανορθώσεων. Νέα συνεδρίασις θα διεξαχθή αύριον και κατ' αυτήν ο Γερμανός αντιπρόσωπος θα εκθέση την γερμανικήν άποψιν. bbox=[326, 401, 564, 525]
special-radio-2: ΙΔΙΑΙΤΕΡΟΝ ΡΑΔΙΟΓΡΑΦΗΜΑ ΤΟΥ «ΕΜΠΡΟΣ» bbox=[1290, 148, 1590, 162]
ad-today: Σήμερον εις το bbox=[16, 2112, 107, 2126]
cabinet-text-continued: Χθες την 5.30' μ.μ. ώραν συνεκροτήθη υπουργικόν Συμβούλιον εις το υπουργείον των 'Εξωτερικών, προεδρεία του κ. Γονατά, αντί της 'Επαναστάσεως κ. Πλαστήρα, παραταθέν μέχρι της 9ης ώρας της νυκτός. Κατ' αυτό ο υπουργός των 'Εξωτερικών κ. 'Αλεξάνδρης προέβη εις ανακοινώσεις επί της καταστάσεως των εν τη Λωζάνη διαπραγματεύσεων. bbox=[326, 1244, 564, 1381]
